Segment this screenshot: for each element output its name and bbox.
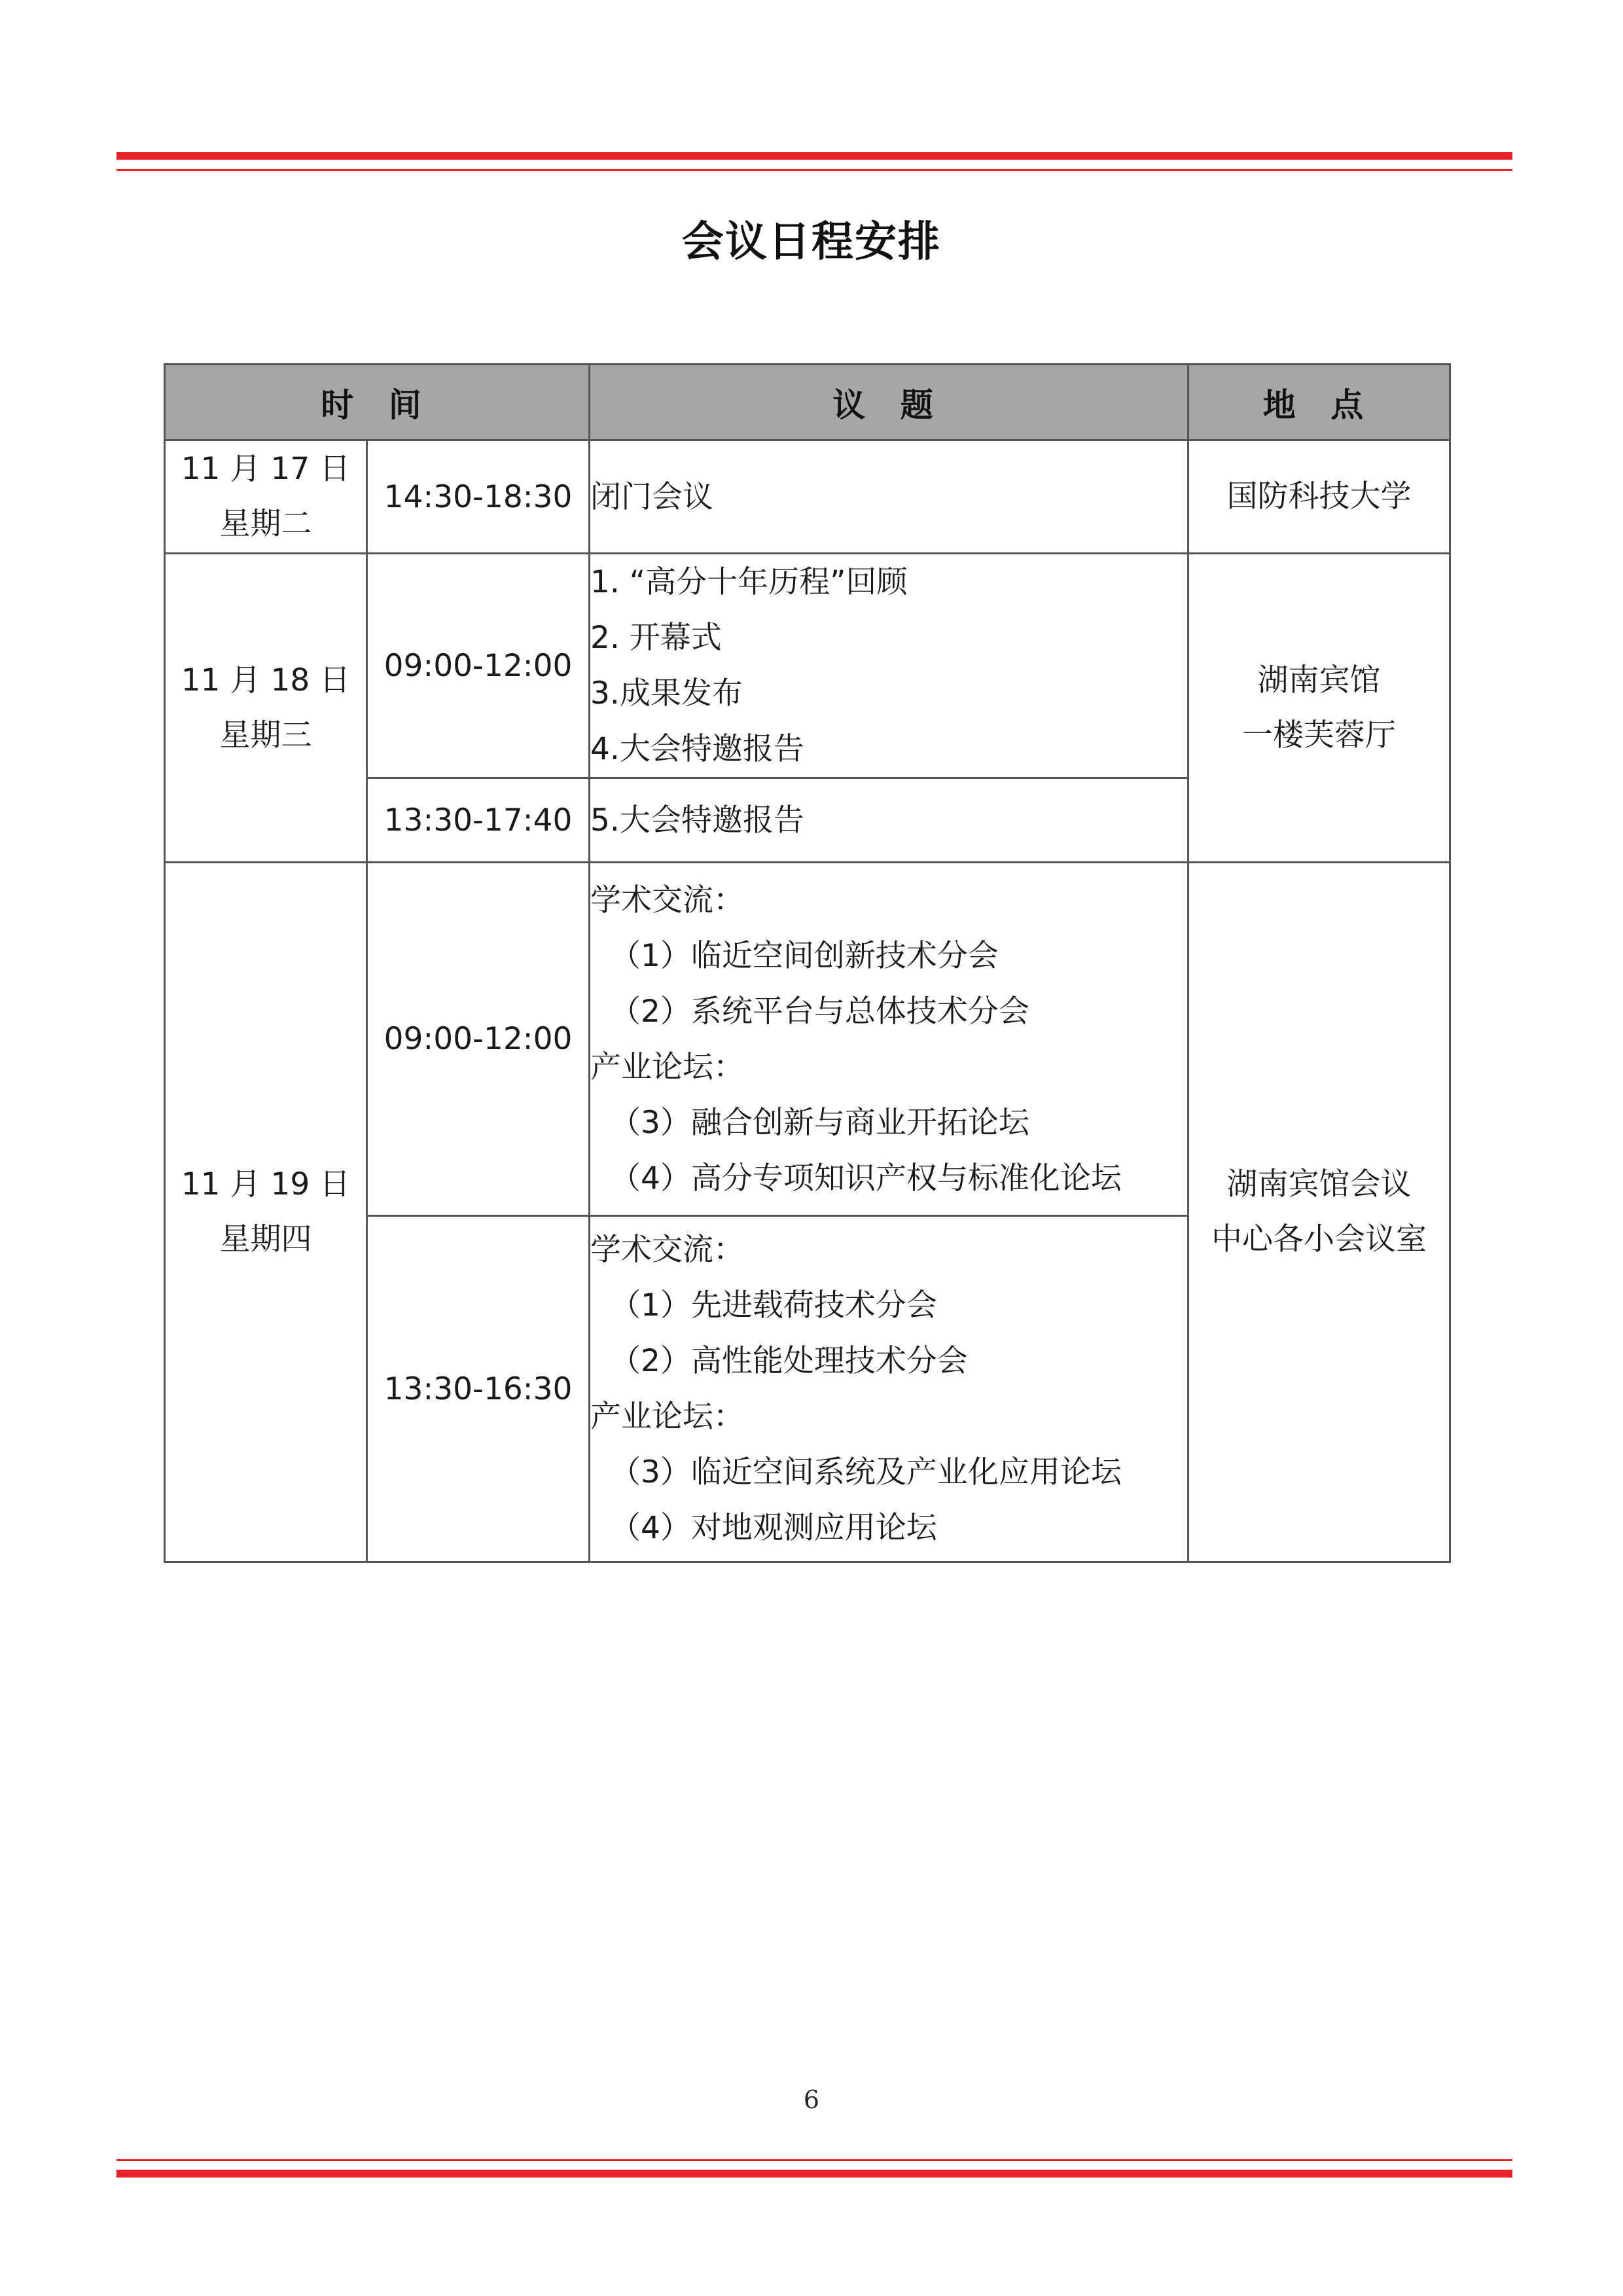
venue-line: 湖南宾馆 xyxy=(1257,662,1381,698)
topic-item: （1）先进载荷技术分会 xyxy=(610,1287,937,1323)
table-row xyxy=(165,440,1450,554)
date-cell xyxy=(165,440,367,554)
footer-rule-thin xyxy=(116,2159,1512,2161)
topic-item: 2. 开幕式 xyxy=(590,620,722,656)
date-label: 11 月 18 日 xyxy=(181,662,351,698)
venue-cell xyxy=(1188,554,1450,863)
topic-item: 产业论坛： xyxy=(590,1399,745,1435)
table-header-row xyxy=(165,365,1450,440)
topic-cell xyxy=(590,554,1188,778)
schedule-table xyxy=(164,363,1451,1563)
venue-cell xyxy=(1188,440,1450,554)
topic-item: （2）高性能处理技术分会 xyxy=(610,1343,968,1379)
venue-line: 湖南宾馆会议 xyxy=(1226,1166,1412,1202)
venue-cell xyxy=(1188,863,1450,1562)
topic-item: 产业论坛： xyxy=(590,1049,745,1085)
weekday-label: 星期四 xyxy=(219,1221,312,1257)
topic-item: （4）对地观测应用论坛 xyxy=(610,1510,937,1546)
topic-item: （3）临近空间系统及产业化应用论坛 xyxy=(610,1454,1122,1490)
table-row xyxy=(165,554,1450,778)
topic-item: 5.大会特邀报告 xyxy=(590,802,804,838)
venue-line: 国防科技大学 xyxy=(1226,478,1412,514)
topic-item: 3.成果发布 xyxy=(590,675,743,711)
venue-line: 中心各小会议室 xyxy=(1211,1221,1427,1257)
topic-item: （1）临近空间创新技术分会 xyxy=(610,937,999,974)
topic-item: （2）系统平台与总体技术分会 xyxy=(610,993,1029,1030)
date-cell xyxy=(165,863,367,1562)
topic-item: （4）高分专项知识产权与标准化论坛 xyxy=(610,1160,1122,1196)
venue-line: 一楼芙蓉厅 xyxy=(1242,717,1397,753)
time-cell: 13:30-16:30 xyxy=(367,1216,590,1562)
weekday-label: 星期二 xyxy=(219,506,312,542)
topic-item: 4.大会特邀报告 xyxy=(590,731,804,767)
header-rule-thick xyxy=(116,152,1512,160)
date-cell xyxy=(165,554,367,863)
time-cell: 09:00-12:00 xyxy=(367,863,590,1216)
topic-item: 学术交流： xyxy=(590,1232,745,1268)
topic-item: 1. “高分十年历程”回顾 xyxy=(590,564,908,600)
header-topic: 议 题 xyxy=(590,365,1188,440)
footer-rule-thick xyxy=(116,2170,1512,2178)
header-time: 时 间 xyxy=(165,365,590,440)
header-rule-thin xyxy=(116,169,1512,171)
time-cell: 14:30-18:30 xyxy=(367,440,590,554)
topic-cell xyxy=(590,778,1188,863)
page-title: 会议日程安排 xyxy=(682,218,941,266)
topic-item: 闭门会议 xyxy=(590,478,714,515)
topic-cell xyxy=(590,863,1188,1216)
page-number: 6 xyxy=(803,2085,820,2114)
time-cell: 13:30-17:40 xyxy=(367,778,590,863)
date-label: 11 月 19 日 xyxy=(181,1166,351,1202)
header-venue: 地 点 xyxy=(1188,365,1450,440)
topic-item: 学术交流： xyxy=(590,882,745,918)
topic-cell xyxy=(590,440,1188,554)
topic-cell xyxy=(590,1216,1188,1562)
weekday-label: 星期三 xyxy=(219,717,312,753)
table-row xyxy=(165,863,1450,1216)
date-label: 11 月 17 日 xyxy=(181,451,351,487)
time-cell: 09:00-12:00 xyxy=(367,554,590,778)
topic-item: （3）融合创新与商业开拓论坛 xyxy=(610,1104,1029,1141)
